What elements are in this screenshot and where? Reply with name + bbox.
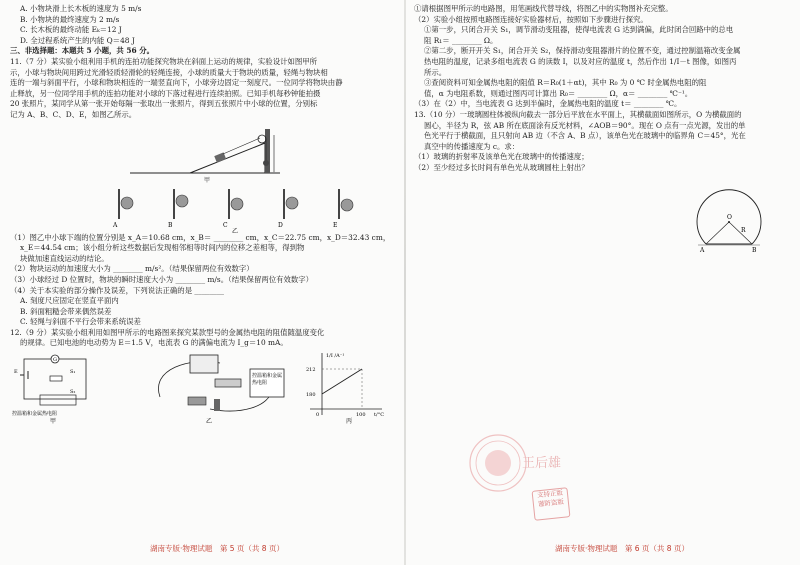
- cylinder-diagram: [414, 176, 792, 256]
- yi-caption-1: 控温箱和金属: [252, 373, 283, 380]
- q12-cont: 热电阻的温度，记录多组电流表 G 的读数 I，以及对应的温度 t，然后作出 1/I－t 图像，如图丙: [424, 56, 737, 66]
- option-b: B. 小物块的最终速度为 2 m/s: [20, 14, 120, 24]
- figure-circuits: [10, 349, 398, 425]
- watermark-brand: 王后雄: [522, 456, 562, 471]
- graph-y-axis: 1/I /A⁻¹: [326, 353, 345, 360]
- figure-photos: [10, 183, 398, 233]
- figure-incline: [10, 121, 398, 183]
- anti-piracy-stamp: [532, 487, 571, 521]
- q11-part: x_E＝44.54 cm；该小组分析这些数据后发现相邻相等时间内的位移之差相等，得到物: [20, 243, 305, 253]
- bing-fig-label: 丙: [346, 418, 353, 426]
- q12-cont: （3）在（2）中，当电流表 G 达到半偏时，金属热电阻的温度 t＝ ________ ℃。: [414, 99, 682, 109]
- photo-e: [333, 189, 353, 229]
- q12-cont: （2）实验小组按照电路图连接好实验器材后，按照如下步骤进行探究。: [414, 14, 648, 24]
- q12-cont: ①请根据图甲所示的电路图，用笔画线代替导线，将图乙中的实物图补充完整。: [414, 4, 673, 13]
- graph-x-axis: t/°C: [374, 412, 385, 419]
- stamp-line-2: 谨防盗版: [537, 497, 565, 509]
- svg-text:G: G: [53, 357, 57, 364]
- svg-text:S₂: S₂: [70, 389, 76, 396]
- circuit-yi: [158, 355, 284, 425]
- q11-line: 20 张照片，某同学从第一张开始每隔一张取出一张照片，得到五张照片中小球的位置，分别标: [10, 99, 318, 109]
- q11-part: （4）关于本实验的部分操作及误差，下列说法正确的是 ________: [10, 285, 224, 295]
- graph-y-tick: 212: [306, 367, 316, 374]
- q12-cont: ②第二步，断开开关 S₁，闭合开关 S₂，保持滑动变阻器滑片的位置不变，通过控制温箱改变金属: [424, 46, 741, 56]
- q11-option: A. 刻度尺应固定在竖直平面内: [20, 296, 119, 306]
- watermark-seal: [466, 427, 596, 527]
- q11-option: B. 斜面粗糙会带来偶然误差: [20, 306, 112, 316]
- q11-part: （2）物块运动的加速度大小为 ________ m/s²。（结果保留两位有效数字）: [10, 264, 254, 274]
- left-page: [10, 4, 398, 425]
- section-title: 三、非选择题：本题共 5 小题，共 56 分。: [10, 46, 154, 56]
- q13-line: 13.（10 分）一玻璃圆柱体被纵向截去一部分后平放在水平面上，其横截面如图所示，O 为横截面的: [414, 109, 742, 119]
- option-d: D. 全过程系统产生的内能 Q＝48 J: [20, 35, 135, 45]
- q13-line: 圆心，半径为 R，弦 AB 所在底面涂有反光材料，∠AOB＝90°。现在 O 点有一点光源，发出的单: [424, 120, 746, 130]
- label-r: R: [741, 226, 746, 234]
- graph-bing: [306, 353, 384, 425]
- q11-line: 示，小球与物块间用跨过光滑轻质轻滑轮的轻绳连接，小球的质量大于物块的质量，轻绳与物块相: [10, 67, 328, 77]
- footer-right: 湖南专版·物理试题 第 6 页（共 8 页）: [555, 544, 689, 553]
- photo-a: [112, 189, 133, 229]
- svg-text:S₁: S₁: [70, 369, 76, 376]
- q11-line: 记为 A、B、C、D、E，如图乙所示。: [10, 109, 137, 119]
- option-a: A. 小物块滑上长木板的速度为 5 m/s: [20, 4, 142, 13]
- photo-c: [223, 189, 243, 229]
- q11-line: 连的一端与斜面平行，小球和物块相连的一端竖直向下，小球旁边固定一刻度尺。一位同学将物块由静: [10, 78, 343, 88]
- q13-item: （2）至少经过多长时间有单色光从玻璃圆柱上射出？: [414, 162, 589, 172]
- photo-label-e: E: [333, 221, 338, 229]
- yi-label: 乙: [232, 227, 239, 233]
- graph-y-tick: 180: [306, 392, 316, 399]
- graph-x-tick: 100: [356, 412, 366, 419]
- yi-fig-label: 乙: [206, 418, 213, 426]
- q12-cont: ③查阅资料可知金属热电阻的阻值 R＝R₀(1＋αt)，其中 R₀ 为 0 ℃ 时金属热电阻的阻: [424, 78, 707, 88]
- q12-line: 的规律。已知电池的电动势为 E＝1.5 V，电流表 G 的满偏电流为 I_g＝10 mA。: [20, 338, 288, 348]
- photo-label-d: D: [278, 221, 283, 229]
- label-a: A: [700, 246, 705, 254]
- option-c: C. 长木板的最终动能 Eₖ＝12 J: [20, 25, 122, 35]
- photo-label-c: C: [223, 221, 228, 229]
- q13-line: 色光平行于横截面，且只射向 AB 边（不含 A、B 点），该单色光在玻璃中的临界角 C＝45°，光在: [424, 131, 746, 141]
- jia-fig-label: 甲: [50, 418, 57, 426]
- seal-logo: [466, 427, 596, 527]
- svg-text:E: E: [14, 369, 18, 376]
- photo-d: [278, 189, 298, 229]
- label-o: O: [727, 213, 732, 221]
- photo-label-a: A: [113, 221, 118, 229]
- q11-option: C. 轻绳与斜面不平行会带来系统误差: [20, 317, 141, 327]
- jia-caption: 控温箱和金属热电阻: [12, 411, 58, 418]
- q12-cont: ①第一步，只闭合开关 S₁，调节滑动变阻器，使得电流表 G 达到满偏，此时闭合回路中的总电: [424, 25, 734, 35]
- graph-x-tick: 0: [316, 412, 320, 419]
- q12-cont: 阻 R₁＝ ________ Ω。: [424, 35, 498, 45]
- q11-line: 止释放，另一位同学用手机的连拍功能对小球的下落过程进行连续拍照。已知手机每秒钟能拍摄: [10, 88, 321, 98]
- q11-line: 11.（7 分）某实验小组利用手机的连拍功能探究物块在斜面上运动的规律，实验设计如图甲所: [10, 56, 318, 66]
- q12-cont: 所示。: [424, 67, 447, 77]
- q13-item: （1）玻璃的折射率及该单色光在玻璃中的传播速度；: [414, 152, 589, 162]
- figure-glass-cylinder: [414, 176, 792, 256]
- incline-diagram: [10, 121, 398, 183]
- q11-part: 块做加速直线运动的结论。: [20, 253, 109, 263]
- photo-label-b: B: [168, 221, 173, 229]
- circuit-diagrams: [10, 349, 398, 425]
- photo-b: [168, 189, 188, 229]
- yi-caption-2: 热电阻: [252, 380, 268, 387]
- circuit-jia: [12, 355, 86, 425]
- photo-strip: [10, 183, 398, 233]
- page-fold: [404, 0, 406, 565]
- footer-left: 湖南专版·物理试题 第 5 页（共 8 页）: [150, 544, 284, 553]
- q12-line: 12.（9 分）某实验小组利用如图甲所示的电路图来探究某款型号的金属热电阻的阻值随温度变化: [10, 327, 325, 337]
- q11-part: （3）小球经过 D 位置时，物块的瞬时速度大小为 ________ m/s。（结果保留两位有效数字）: [10, 274, 314, 284]
- q12-cont: 值，α 为电阻系数，则通过图丙可计算出 R₀＝ ________ Ω，α＝ ________ ℃⁻¹。: [424, 88, 693, 98]
- right-page: [414, 4, 792, 256]
- jia-label: 甲: [204, 176, 211, 183]
- label-b: B: [752, 246, 757, 254]
- stamp-line-1: 支持正版: [536, 488, 564, 500]
- q11-part: （1）图乙中小球下端的位置分别是 x_A＝10.68 cm，x_B＝ ________ cm，x_C＝22.75 cm，x_D＝32.43 cm，: [10, 232, 391, 242]
- q13-line: 真空中的传播速度为 c。求：: [424, 141, 520, 151]
